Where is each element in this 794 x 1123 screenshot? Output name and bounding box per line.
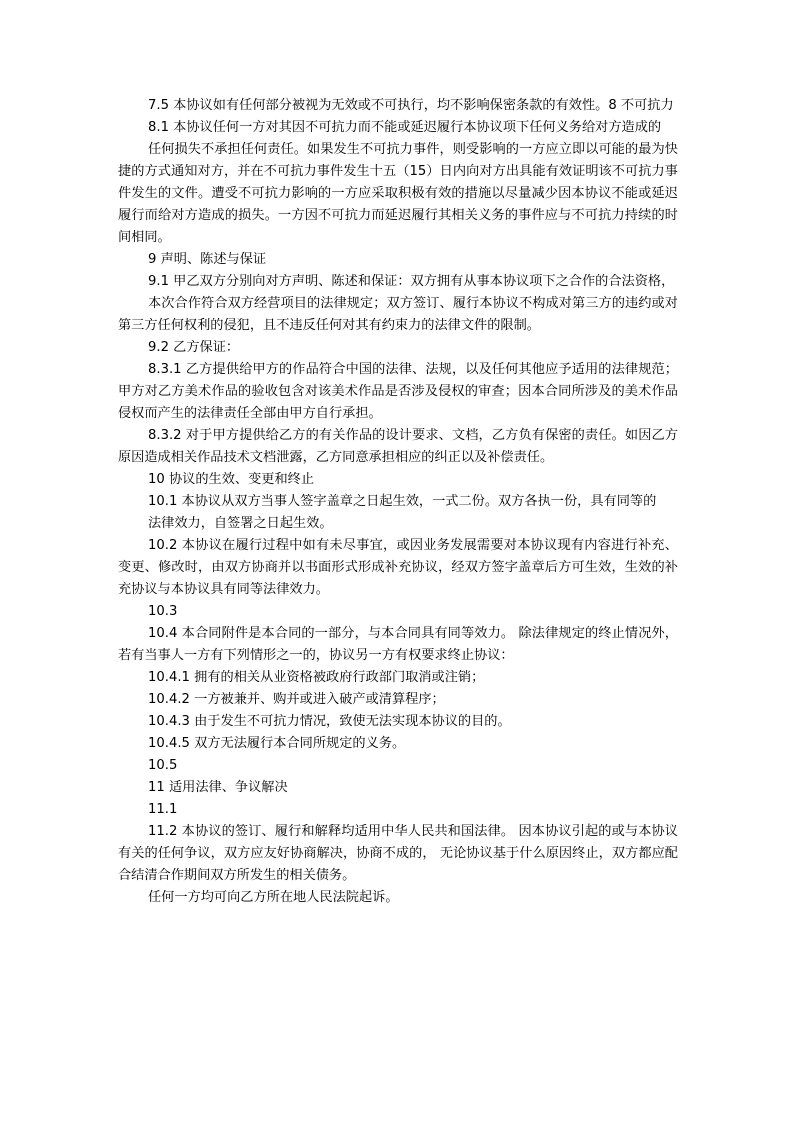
section-10-heading: 10 协议的生效、变更和终止 — [148, 472, 315, 487]
clause-11-1: 11.1 — [148, 802, 178, 817]
clause-10-1-continued: 法律效力，自签署之日起生效。 — [148, 516, 333, 531]
clause-10-2: 10.2 本协议在履行过程中如有未尽事宜，或因业务发展需要对本协议现有内容进行补充、变更、修改时，由双方协商并以书面形式形成补充协议，经双方签字盖章后方可生效，生效的补充协议与本协议具有同等法律效力。 — [118, 538, 678, 597]
clause-8-3-2: 8.3.2 对于甲方提供给乙方的有关作品的设计要求、文档，乙方负有保密的责任。如因乙方原因造成相关作品技术文档泄露，乙方同意承担相应的纠正以及补偿责任。 — [118, 428, 678, 465]
clause-11-2-continued: 任何一方均可向乙方所在地人民法院起诉。 — [148, 890, 399, 905]
clause-10-3: 10.3 — [148, 604, 178, 619]
clause-10-1: 10.1 本协议从双方当事人签字盖章之日起生效，一式二份。双方各执一份，具有同等的 — [148, 494, 657, 509]
clause-10-4-1: 10.4.1 拥有的相关从业资格被政府行政部门取消或注销； — [148, 670, 485, 685]
clause-9-1: 9.1 甲乙双方分别向对方声明、陈述和保证：双方拥有从事本协议项下之合作的合法资格， — [148, 274, 675, 289]
clause-9-1-continued: 本次合作符合双方经营项目的法律规定；双方签订、履行本协议不构成对第三方的违约或对第三方任何权利的侵犯，且不违反任何对其有约束力的法律文件的限制。 — [118, 296, 678, 333]
clause-10-5: 10.5 — [148, 758, 178, 773]
clause-10-4-3: 10.4.3 由于发生不可抗力情况，致使无法实现本协议的目的。 — [148, 714, 511, 729]
clause-9-2: 9.2 乙方保证： — [148, 340, 240, 355]
clause-8-1-continued: 任何损失不承担任何责任。如果发生不可抗力事件，则受影响的一方应立即以可能的最为快捷的方式通知对方，并在不可抗力事件发生十五（15）日内向对方出具能有效证明该不可抗力事件发生的文件。遭受不可抗力影响的一方应采取积极有效的措施以尽量减少因本协议不能或延迟履行而给对方造成的损失。一方因不可抗力而延迟履行其相关义务的事件应与不可抗力持续的时间相同。 — [118, 142, 678, 245]
document-page — [118, 95, 678, 909]
clause-8-1: 8.1 本协议任何一方对其因不可抗力而不能或延迟履行本协议项下任何义务给对方造成的 — [148, 120, 662, 135]
clause-7-5: 7.5 本协议如有任何部分被视为无效或不可执行，均不影响保密条款的有效性。8 不可抗力 — [148, 98, 674, 113]
clause-10-4: 10.4 本合同附件是本合同的一部分，与本合同具有同等效力。 除法律规定的终止情况外，若有当事人一方有下列情形之一的，协议另一方有权要求终止协议： — [118, 626, 678, 663]
section-9-heading: 9 声明、陈述与保证 — [148, 252, 267, 267]
clause-10-4-5: 10.4.5 双方无法履行本合同所规定的义务。 — [148, 736, 406, 751]
clause-8-3-1: 8.3.1 乙方提供给甲方的作品符合中国的法律、法规，以及任何其他应予适用的法律规范；甲方对乙方美术作品的验收包含对该美术作品是否涉及侵权的审查；因本合同所涉及的美术作品侵权而产生的法律责任全部由甲方自行承担。 — [118, 362, 678, 421]
section-11-heading: 11 适用法律、争议解决 — [148, 780, 288, 795]
clause-11-2: 11.2 本协议的签订、履行和解释均适用中华人民共和国法律。 因本协议引起的或与本协议有关的任何争议，双方应友好协商解决，协商不成的， 无论协议基于什么原因终止，双方都应配合结清合作期间双方所发生的相关债务。 — [118, 824, 678, 883]
clause-10-4-2: 10.4.2 一方被兼并、购并或进入破产或清算程序； — [148, 692, 445, 707]
